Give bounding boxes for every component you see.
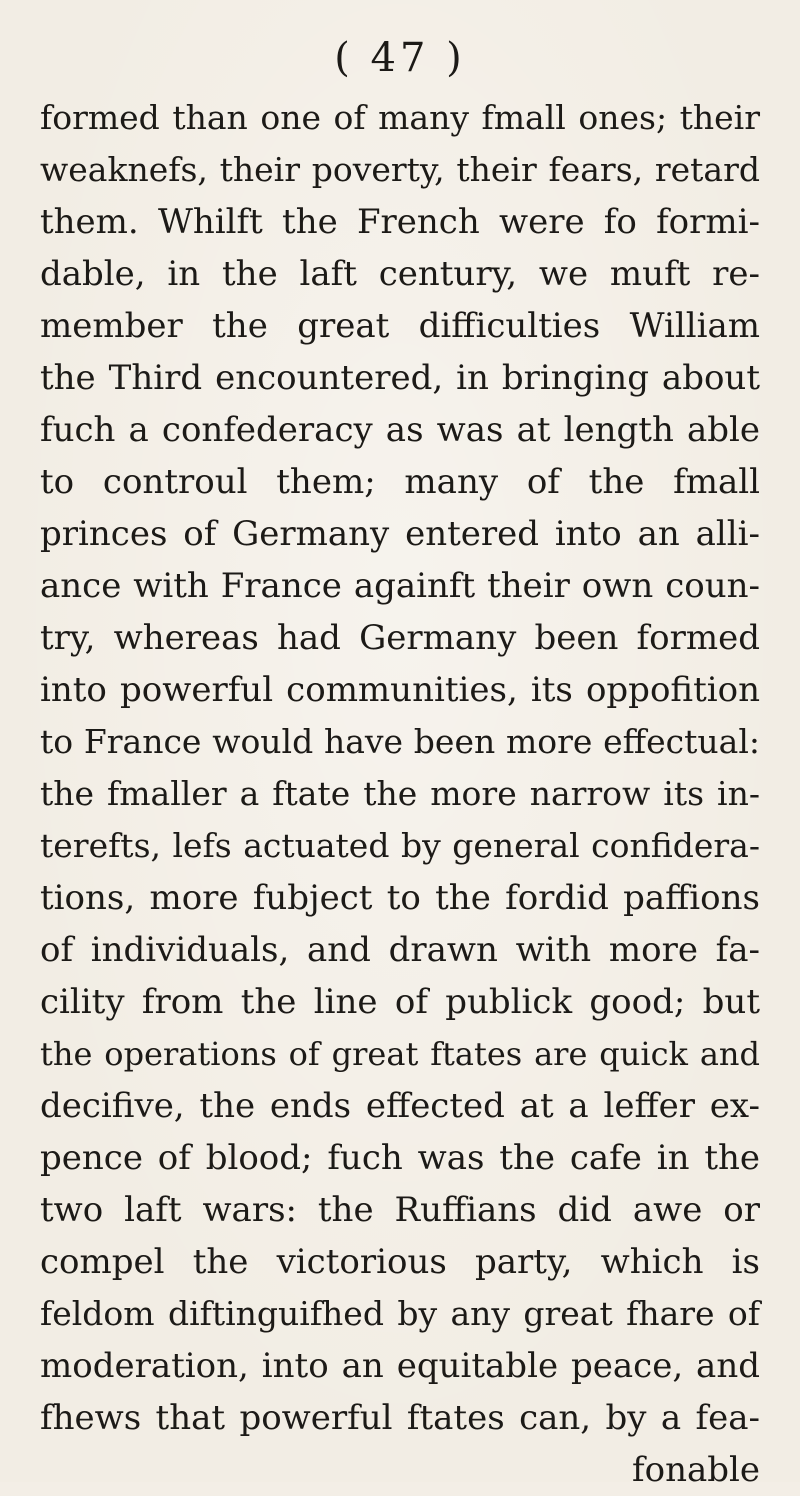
text-line: to France would have been more effectual: (40, 722, 760, 761)
text-line: ance with France againft their own coun- (40, 566, 760, 606)
text-line: into powerful communities, its oppofition (40, 670, 760, 710)
text-line: try, whereas had Germany been formed (40, 618, 760, 658)
text-line: the Third encountered, in bringing about (40, 358, 760, 398)
text-line: cility from the line of publick good; but (40, 982, 760, 1022)
text-line: terefts, lefs actuated by general confidera- (40, 826, 760, 865)
text-line: to controul them; many of the fmall (40, 462, 760, 502)
text-line: dable, in the laft century, we muft re- (40, 254, 760, 294)
text-line: fuch a confederacy as was at length able (40, 410, 760, 450)
body-text (40, 92, 760, 1496)
text-line: them. Whilft the French were fo formi- (40, 202, 760, 242)
text-line: weaknefs, their poverty, their fears, retard (40, 150, 760, 189)
text-line: the operations of great ftates are quick and (40, 1035, 760, 1073)
text-line: moderation, into an equitable peace, and (40, 1346, 760, 1386)
catchword: fonable (632, 1450, 760, 1490)
text-line: of individuals, and drawn with more fa- (40, 930, 760, 970)
text-line: pence of blood; fuch was the cafe in the (40, 1138, 760, 1178)
text-line: two laft wars: the Ruffians did awe or (40, 1190, 760, 1230)
text-line: the fmaller a ftate the more narrow its in- (40, 774, 760, 813)
text-line: compel the victorious party, which is (40, 1242, 760, 1282)
text-line: decifive, the ends effected at a leffer ex- (40, 1086, 760, 1126)
text-line: feldom diftinguifhed by any great fhare of (40, 1294, 760, 1333)
page-number: ( 47 ) (334, 35, 466, 81)
text-line: member the great difficulties William (40, 306, 760, 346)
text-line: princes of Germany entered into an alli- (40, 514, 760, 554)
text-line: tions, more fubject to the fordid paffions (40, 878, 760, 918)
text-line: formed than one of many fmall ones; their (40, 98, 760, 137)
text-line: fhews that powerful ftates can, by a fea- (40, 1398, 760, 1438)
